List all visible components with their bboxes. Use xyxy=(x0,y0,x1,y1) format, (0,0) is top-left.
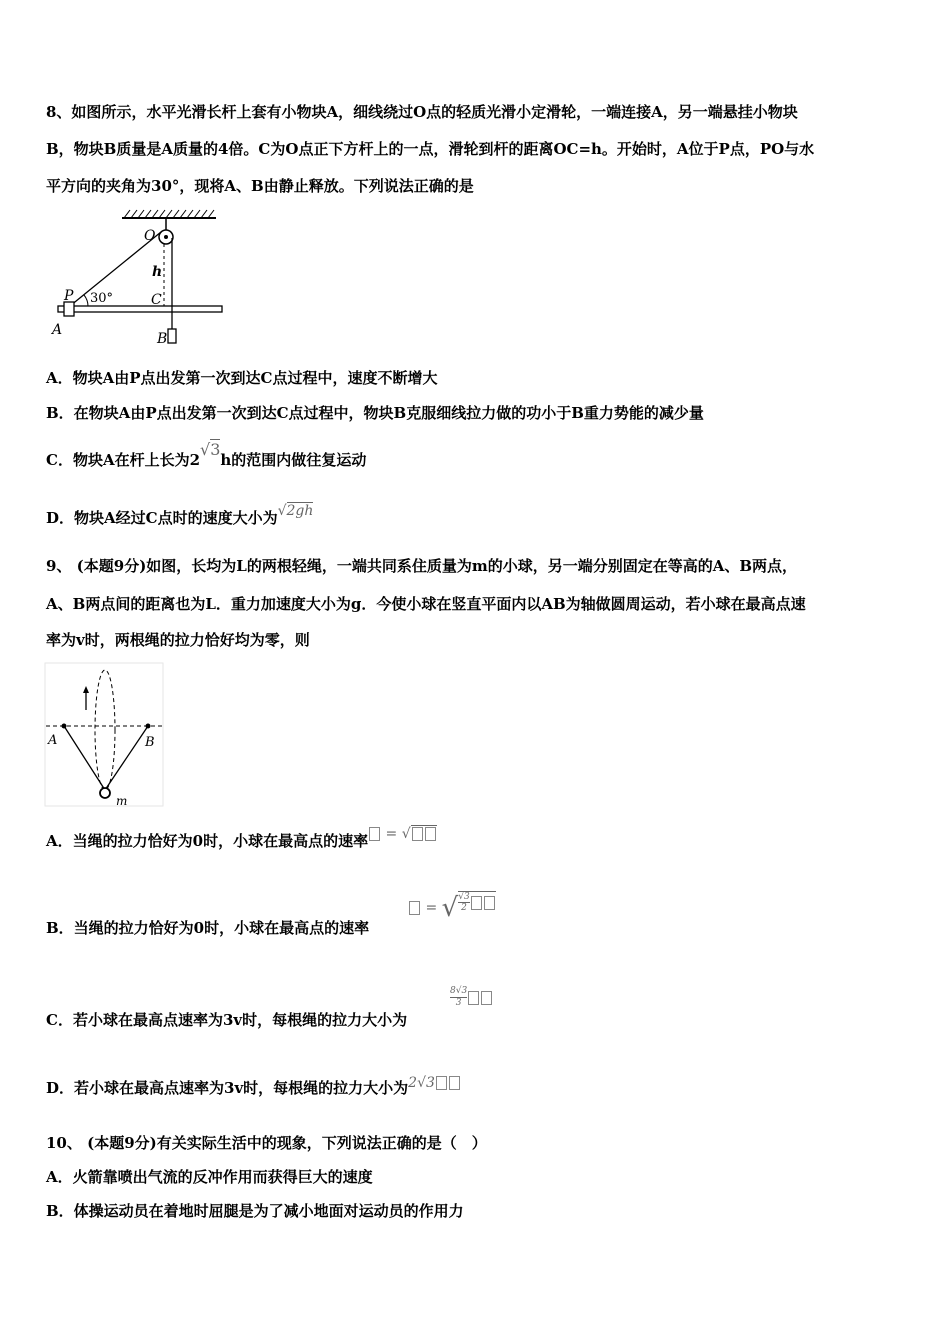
q8-option-b: B．在物块A由P点出发第一次到达C点过程中，物块B克服细线拉力做的功小于B重力势能的减少量 xyxy=(46,404,704,422)
q9-option-b-formula: = √ $\frac{√3}{2}$ xyxy=(408,889,496,919)
q8-label-angle: 30° xyxy=(90,291,114,306)
q8-option-c-prefix: C．物块A在杆上长为2 xyxy=(46,451,201,469)
q10-option-a: A．火箭靠喷出气流的反冲作用而获得巨大的速度 xyxy=(46,1168,373,1186)
q8-figure xyxy=(44,206,234,356)
q9-option-d-formula: 2√3 xyxy=(408,1075,461,1091)
q9-option-c xyxy=(46,1010,407,1030)
q8-option-d xyxy=(46,503,314,529)
q9-option-b xyxy=(46,918,369,938)
q8-option-a: A．物块A由P点出发第一次到达C点过程中，速度不断增大 xyxy=(46,369,438,387)
q9-figure xyxy=(44,662,166,810)
q8-stem-line1: 8、如图所示，水平光滑长杆上套有小物块A，细线绕过O点的轻质光滑小定滑轮，一端连接A，另一端悬挂小物块 xyxy=(46,103,798,121)
q8-option-c-suffix: h的范围内做往复运动 xyxy=(220,451,367,469)
q9-option-b-text: B．当绳的拉力恰好为0时，小球在最高点的速率 xyxy=(46,919,370,937)
q9-stem-line1: 9、 (本题9分)如图，长均为L的两根轻绳，一端共同系住质量为m的小球，另一端分别固定在等高的A、B两点， xyxy=(46,557,798,575)
q9-stem-line3: 率为v时，两根绳的拉力恰好均为零，则 xyxy=(46,631,310,649)
q8-label-h: h xyxy=(152,264,163,280)
q8-label-A: A xyxy=(52,322,63,338)
q9-option-a-text: A．当绳的拉力恰好为0时，小球在最高点的速率 xyxy=(46,832,369,850)
q8-option-c xyxy=(46,440,367,470)
q9-label-B: B xyxy=(145,735,155,750)
q8-label-C: C xyxy=(151,292,162,308)
q8-option-d-prefix: D．物块A经过C点时的速度大小为 xyxy=(46,509,278,527)
q10-stem: 10、 (本题9分)有关实际生活中的现象，下列说法正确的是（ ） xyxy=(46,1134,487,1152)
q8-label-P: P xyxy=(64,288,74,304)
q9-label-m: m xyxy=(116,794,128,808)
q10-option-b: B．体操运动员在着地时屈腿是为了减小地面对运动员的作用力 xyxy=(46,1202,464,1220)
q9-stem-line2: A、B两点间的距离也为L．重力加速度大小为g．今使小球在竖直平面内以AB为轴做圆周运动，若小球在最高点速 xyxy=(46,595,806,613)
q9-option-c-text: C．若小球在最高点速率为3v时，每根绳的拉力大小为 xyxy=(46,1011,408,1029)
q9-option-d-text: D．若小球在最高点速率为3v时，每根绳的拉力大小为 xyxy=(46,1079,409,1097)
q8-stem-line3: 平方向的夹角为30°，现将A、B由静止释放。下列说法正确的是 xyxy=(46,177,474,195)
q9-option-c-formula: $\frac{8√3}{3}$ xyxy=(450,986,493,1009)
q9-label-A: A xyxy=(48,733,58,748)
q8-label-O: O xyxy=(144,228,156,244)
q9-option-a-formula: = √ xyxy=(368,826,437,842)
q8-option-c-sqrt: √3 xyxy=(200,440,221,459)
q8-option-d-math: √2gh xyxy=(277,503,314,519)
q8-label-B: B xyxy=(157,331,168,347)
q9-option-a xyxy=(46,826,437,852)
q8-stem-line2: B，物块B质量是A质量的4倍。C为O点正下方杆上的一点，滑轮到杆的距离OC=h。开始时，A位于P点，PO与水 xyxy=(46,140,815,158)
q9-option-d xyxy=(46,1075,461,1099)
